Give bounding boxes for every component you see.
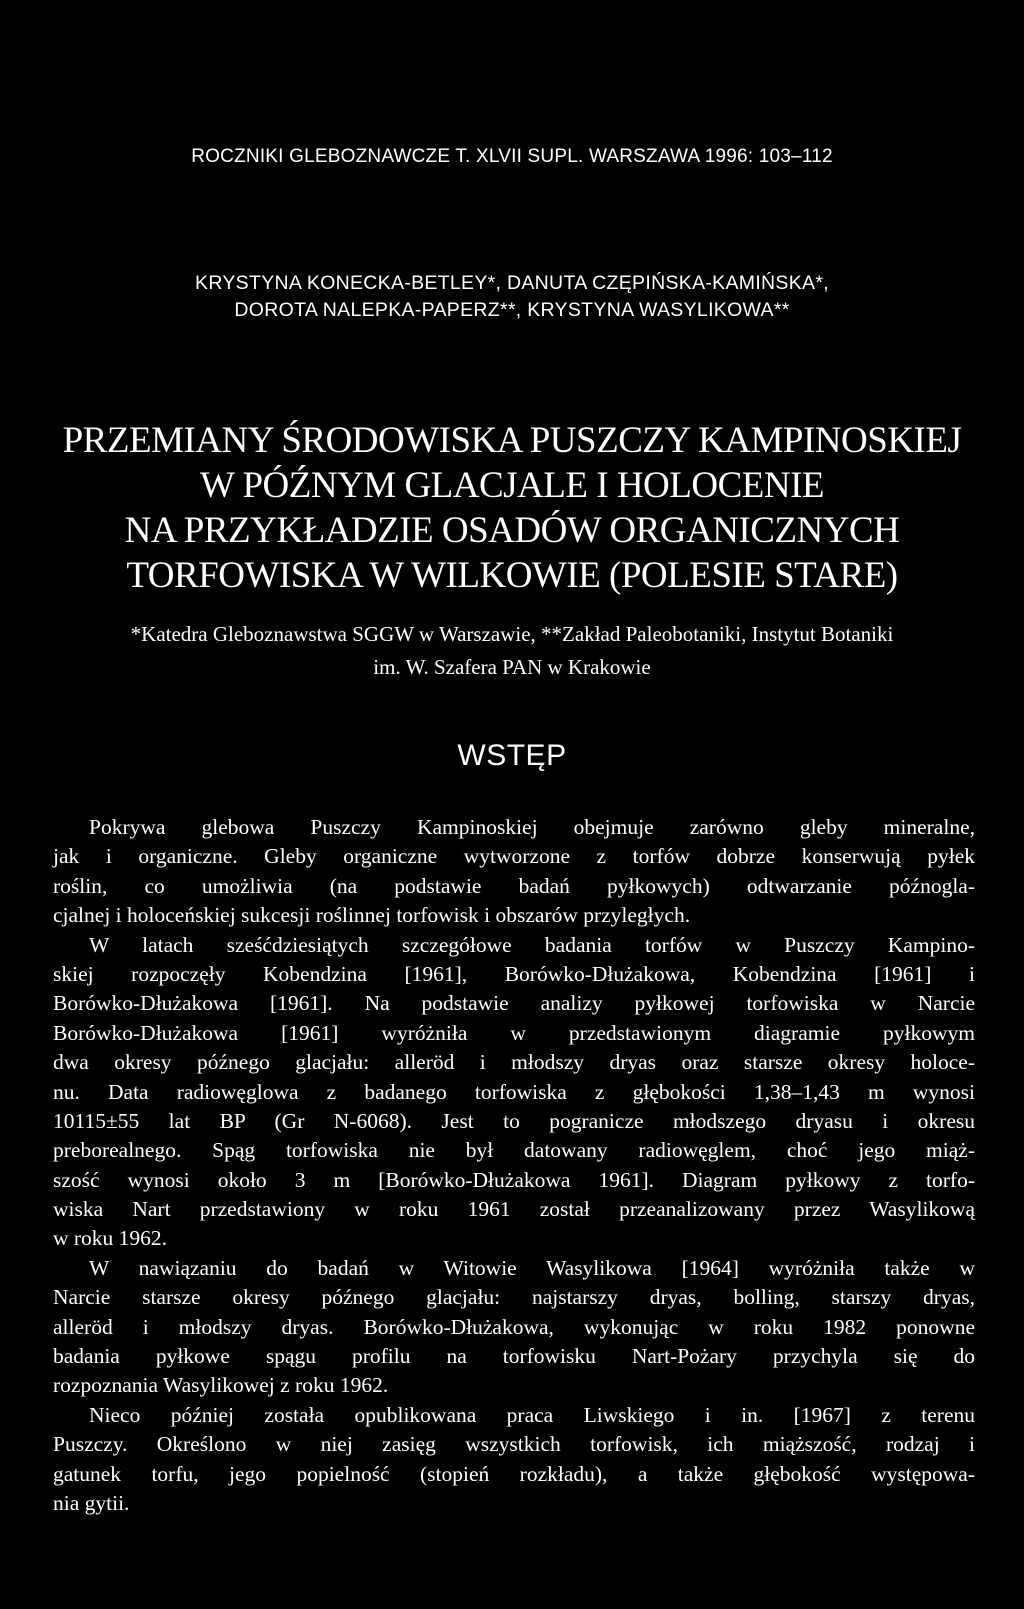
paragraph-line: nu. Data radiowęglowa z badanego torfowiska z głębokości 1,38–1,43 m wynosi <box>53 1079 975 1104</box>
paragraph-line: cjalnej i holoceńskiej sukcesji roślinnej torfowisk i obszarów przyległych. <box>53 903 691 928</box>
authors-line: KRYSTYNA KONECKA-BETLEY*, DANUTA CZĘPIŃSKA-KAMIŃSKA*, <box>195 272 829 294</box>
paragraph-line: dwa okresy późnego glacjału: alleröd i młodszy dryas oraz starsze okresy holoce- <box>53 1050 975 1075</box>
title-line: TORFOWISKA W WILKOWIE (POLESIE STARE) <box>126 555 898 596</box>
section-heading: WSTĘP <box>457 739 567 772</box>
title-line: W PÓŹNYM GLACJALE I HOLOCENIE <box>199 465 825 506</box>
paragraph-line: rozpoznania Wasylikowej z roku 1962. <box>53 1373 389 1398</box>
article-title <box>0 418 1024 598</box>
title-line: NA PRZYKŁADZIE OSADÓW ORGANICZNYCH <box>124 510 900 551</box>
paragraph-line: badania pyłkowe spągu profilu na torfowisku Nart-Pożary przychyla się do <box>53 1344 975 1369</box>
title-line: PRZEMIANY ŚRODOWISKA PUSZCZY KAMPINOSKIEJ <box>62 420 962 461</box>
affiliation-line: *Katedra Gleboznawstwa SGGW w Warszawie, **Zakład Paleobotaniki, Instytut Botaniki <box>130 622 894 646</box>
paragraph-line: gatunek torfu, jego popielność (stopień rozkładu), a także głębokość występowa- <box>53 1461 975 1486</box>
paragraph-line: skiej rozpoczęły Kobendzina [1961], Borówko-Dłużakowa, Kobendzina [1961] i <box>53 961 975 986</box>
paragraph-line: W nawiązaniu do badań w Witowie Wasylikowa [1964] wyróżniła także w <box>89 1255 975 1280</box>
paragraph-line: wiska Nart przedstawiony w roku 1961 został przeanalizowany przez Wasylikową <box>53 1197 975 1222</box>
paragraph-line: roślin, co umożliwia (na podstawie badań pyłkowych) odtwarzanie późnogla- <box>53 873 975 898</box>
paragraph-line: Nieco później została opublikowana praca Liwskiego i in. [1967] z terenu <box>89 1402 975 1427</box>
paragraph-line: Puszczy. Określono w niej zasięg wszystkich torfowisk, ich miąższość, rodzaj i <box>53 1432 975 1457</box>
paragraph-line: alleröd i młodszy dryas. Borówko-Dłużakowa, wykonując w roku 1982 ponowne <box>53 1314 975 1339</box>
affiliation-line: im. W. Szafera PAN w Krakowie <box>373 655 651 679</box>
authors-block <box>0 270 1024 324</box>
running-head: ROCZNIKI GLEBOZNAWCZE T. XLVII SUPL. WARSZAWA 1996: 103–112 <box>191 146 833 167</box>
affiliation <box>50 618 974 684</box>
paragraph-line: szość wynosi około 3 m [Borówko-Dłużakowa 1961]. Diagram pyłkowy z torfo- <box>53 1167 975 1192</box>
authors-line: DOROTA NALEPKA-PAPERZ**, KRYSTYNA WASYLIKOWA** <box>234 299 790 321</box>
paragraph-line: W latach sześćdziesiątych szczegółowe badania torfów w Puszczy Kampino- <box>89 932 975 957</box>
paragraph-line: Borówko-Dłużakowa [1961]. Na podstawie analizy pyłkowej torfowiska w Narcie <box>53 991 975 1016</box>
paragraph-line: Narcie starsze okresy późnego glacjału: najstarszy dryas, bolling, starszy dryas, <box>53 1285 975 1310</box>
paragraph-line: Pokrywa glebowa Puszczy Kampinoskiej obejmuje zarówno gleby mineralne, <box>89 815 975 839</box>
paragraph-line: Borówko-Dłużakowa [1961] wyróżniła w przedstawionym diagramie pyłkowym <box>53 1020 975 1045</box>
paragraph-line: preborealnego. Spąg torfowiska nie był datowany radiowęglem, choć jego miąż- <box>53 1138 975 1163</box>
paragraph-line: w roku 1962. <box>53 1226 168 1251</box>
paragraph-line: jak i organiczne. Gleby organiczne wytworzone z torfów dobrze konserwują pyłek <box>53 844 975 869</box>
paragraph-line: nia gytii. <box>53 1490 130 1515</box>
body-text <box>53 813 975 1518</box>
paragraph-line: 10115±55 lat BP (Gr N-6068). Jest to pogranicze młodszego dryasu i okresu <box>53 1108 975 1133</box>
